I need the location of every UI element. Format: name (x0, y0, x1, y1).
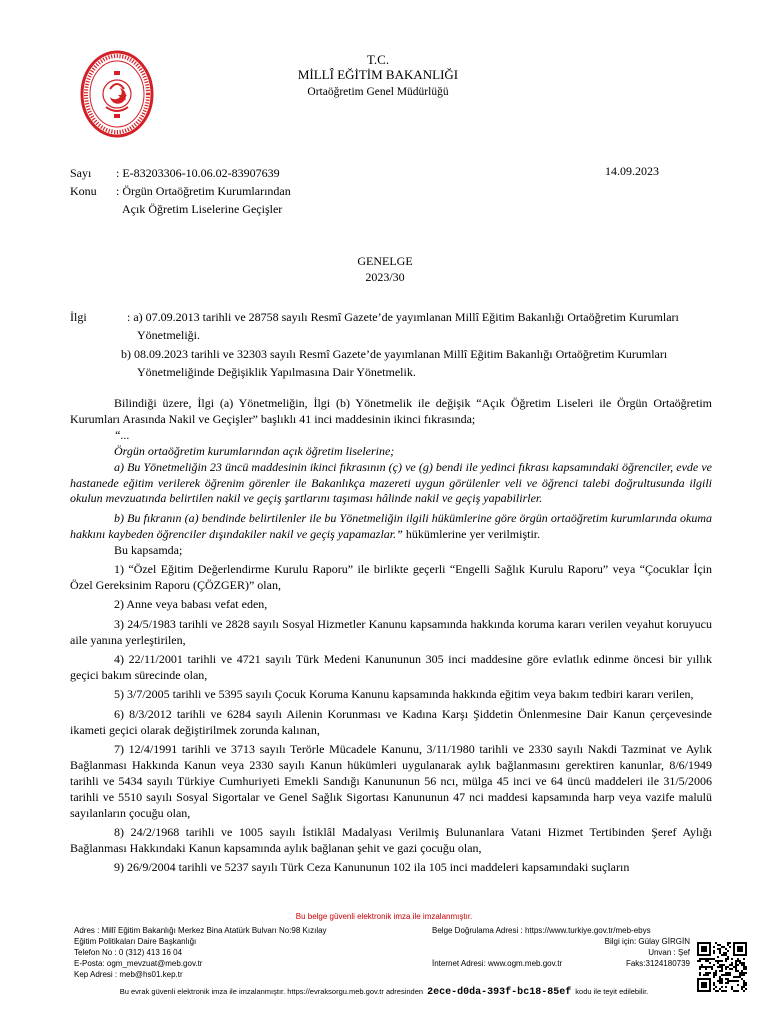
bottom-pre: Bu evrak güvenli elektronik imza ile imzalanmıştır. https://evraksorgu.meb.gov.tr adresinden (119, 987, 424, 996)
intro-paragraph: Bilindiği üzere, İlgi (a) Yönetmeliğin, İlgi (b) Yönetmelik ile değişik “Açık Öğretim Liseleri ile Örgün Ortaöğretim Kurumları Arasında Nakil ve Geçişler” başlıklı 41 inci maddesinin ikinci fıkrasında; (70, 396, 712, 426)
quote-item-b-tail: hükümlerine yer verilmiştir. (402, 526, 541, 541)
condition-item: 1) “Özel Eğitim Değerlendirme Kurulu Raporu” ile birlikte geçerli “Engelli Sağlık Kurulu Raporu” veya “Çocuklar İçin Özel Gereksinim Raporu (ÇÖZGER)” olan, (70, 562, 712, 592)
meta-labels (70, 164, 120, 200)
condition-list (70, 562, 712, 876)
condition-item: 9) 26/9/2004 tarihli ve 5237 sayılı Türk Ceza Kanununun 102 ila 105 inci maddeleri kapsamındaki suçların (114, 860, 630, 875)
condition-item: 7) 12/4/1991 tarihli ve 3713 sayılı Terörle Mücadele Kanunu, 3/11/1980 tarihli ve 2330 sayılı Nakdi Tazminat ve Aylık Bağlanması Hakkında Kanun veya 2330 sayılı Kanun hükümleri uygulanarak aylık bağlanmasını gerektiren kanunlar, 8/6/1949 tarihli ve 5434 sayılı Türkiye Cumhuriyeti Emekli Sandığı Kanununun 56 ncı, mülga 45 inci ve 64 üncü maddeleri ile 31/5/2006 tarihli ve 5510 sayılı Sosyal Sigortalar ve Genel Sağlık Sigortası Kanununun 47 nci maddesi kapsamında harp veya vazife malulü sayılanların çocuğu olan, (70, 742, 712, 820)
ilgi-b: b) 08.09.2023 tarihli ve 32303 sayılı Resmî Gazete’de yayımlanan Millî Eğitim Bakanlığı Ortaöğretim Kurumları Yönetmeliğinde Değişiklik Yapılmasına Dair Yönetmelik. (121, 347, 668, 379)
konu-value-1: : Örgün Ortaöğretim Kurumlarından (116, 184, 291, 198)
footer-verification (432, 925, 651, 936)
document-body (70, 396, 712, 876)
bottom-verification-line (0, 987, 768, 998)
document-title: GENELGE (357, 254, 413, 268)
qr-code-icon (697, 942, 747, 992)
kapsam-line: Bu kapsamda; (114, 542, 183, 557)
sayi-value: : E-83203306-10.06.02-83907639 (116, 166, 280, 180)
ministry-seal-logo (80, 49, 154, 139)
konu-label: Konu (70, 184, 97, 198)
condition-item: 4) 22/11/2001 tarihli ve 4721 sayılı Türk Medeni Kanununun 305 inci maddesine göre evlatlık edinme öncesi bir yıllık geçici bakım sürecinde olan, (70, 652, 712, 682)
quote-title: Örgün ortaöğretim kurumlarından açık öğretim liselerine; (114, 443, 395, 458)
condition-item: 5) 3/7/2005 tarihli ve 5395 sayılı Çocuk Koruma Kanunu kapsamında hakkında eğitim veya bakım tedbiri kararı verilen, (114, 687, 694, 702)
footer-title: Unvan : Şef (648, 948, 690, 957)
condition-item: 2) Anne veya babası vefat eden, (114, 597, 268, 612)
document-number: 2023/30 (365, 270, 405, 284)
quote-item-a: a) Bu Yönetmeliğin 23 üncü maddesinin ikinci fıkrasının (ç) ve (g) bendi ile yedinci fıkrası kapsamındaki öğrenciler, evde ve hastanede eğitim verilerek öğrenim görenler ile Bakanlıkça mazereti uygun görülenler veli ve öğrenci talebi doğrultusunda ilgili okulun mevzuatında belirtilen nakil ve geçiş şartlarını taşıması hâlinde nakil ve geçiş yapabilirler. (70, 459, 712, 506)
condition-item: 6) 8/3/2012 tarihli ve 6284 sayılı Ailenin Korunması ve Kadına Karşı Şiddetin Önlenmesine Dair Kanun çerçevesinde ikameti geçici olarak değiştirilmek zorunda kalınan, (70, 706, 712, 737)
signed-note: Bu belge güvenli elektronik imza ile imzalanmıştır. (295, 912, 473, 921)
footer-info-person: Bilgi için: Gülay GİRGİN (604, 937, 690, 946)
header-directorate: Ortaöğretim Genel Müdürlüğü (307, 86, 449, 98)
quote-item-b (70, 511, 712, 543)
konu-value-2: Açık Öğretim Liselerine Geçişler (122, 202, 283, 216)
document-date: 14.09.2023 (605, 164, 659, 178)
footer-contact-person (604, 936, 690, 958)
header-ministry: MİLLÎ EĞİTİM BAKANLIĞI (297, 67, 459, 82)
footer-verify-url[interactable]: Belge Doğrulama Adresi : https://www.turkiye.gov.tr/meb-ebys (432, 926, 651, 935)
quote-open: “... (114, 427, 130, 442)
footer-kep: Kep Adresi : meb@hs01.kep.tr (74, 970, 183, 979)
sayi-label: Sayı (70, 166, 92, 180)
condition-item: 3) 24/5/1983 tarihli ve 2828 sayılı Sosyal Hizmetler Kanunu kapsamında hakkında koruma kararı verilen veyahut koruyucu aile yanına yerleştirilen, (70, 616, 712, 647)
meta-values (116, 164, 516, 218)
reference-section (70, 308, 710, 381)
footer-website[interactable]: İnternet Adresi: www.ogm.meb.gov.tr (432, 959, 563, 968)
footer-phone: Telefon No : 0 (312) 413 16 04 (74, 948, 183, 957)
verification-code: 2ece-d0da-393f-bc18-85ef (427, 987, 572, 998)
footer-contact (74, 925, 414, 980)
header-tc: T.C. (366, 52, 390, 67)
footer-fax: Faks:3124180739 (625, 959, 690, 968)
ilgi-a: : a) 07.09.2013 tarihli ve 28758 sayılı Resmî Gazete’de yayımlanan Millî Eğitim Bakanlığı Ortaöğretim Kurumları Yönetmeliği. (127, 310, 679, 342)
condition-item: 8) 24/2/1968 tarihli ve 1005 sayılı İstiklâl Madalyası Verilmiş Bulunanlara Vatani Hizmet Tertibinden Şeref Aylığı Bağlanması Hakkındaki Kanun kapsamında aylık bağlanan şehit ve gazi çocuğu olan, (70, 825, 712, 856)
bottom-post: kodu ile teyit edilebilir. (575, 987, 649, 996)
quote-item-b-text: b) Bu fıkranın (a) bendinde belirtilenler ile bu Yönetmeliğin ilgili hükümlerine göre örgün ortaöğretim kurumlarında okuma hakkını kaybeden öğrenciler dışındakiler nakil ve geçiş yapamazlar.” (70, 510, 712, 541)
footer-address: Adres : Millî Eğitim Bakanlığı Merkez Bina Atatürk Bulvarı No:98 Kızılay (74, 926, 327, 935)
footer-email: E-Posta: ogm_mevzuat@meb.gov.tr (74, 959, 203, 968)
ilgi-label: İlgi (70, 310, 87, 324)
footer-department: Eğitim Politikaları Daire Başkanlığı (74, 937, 197, 946)
